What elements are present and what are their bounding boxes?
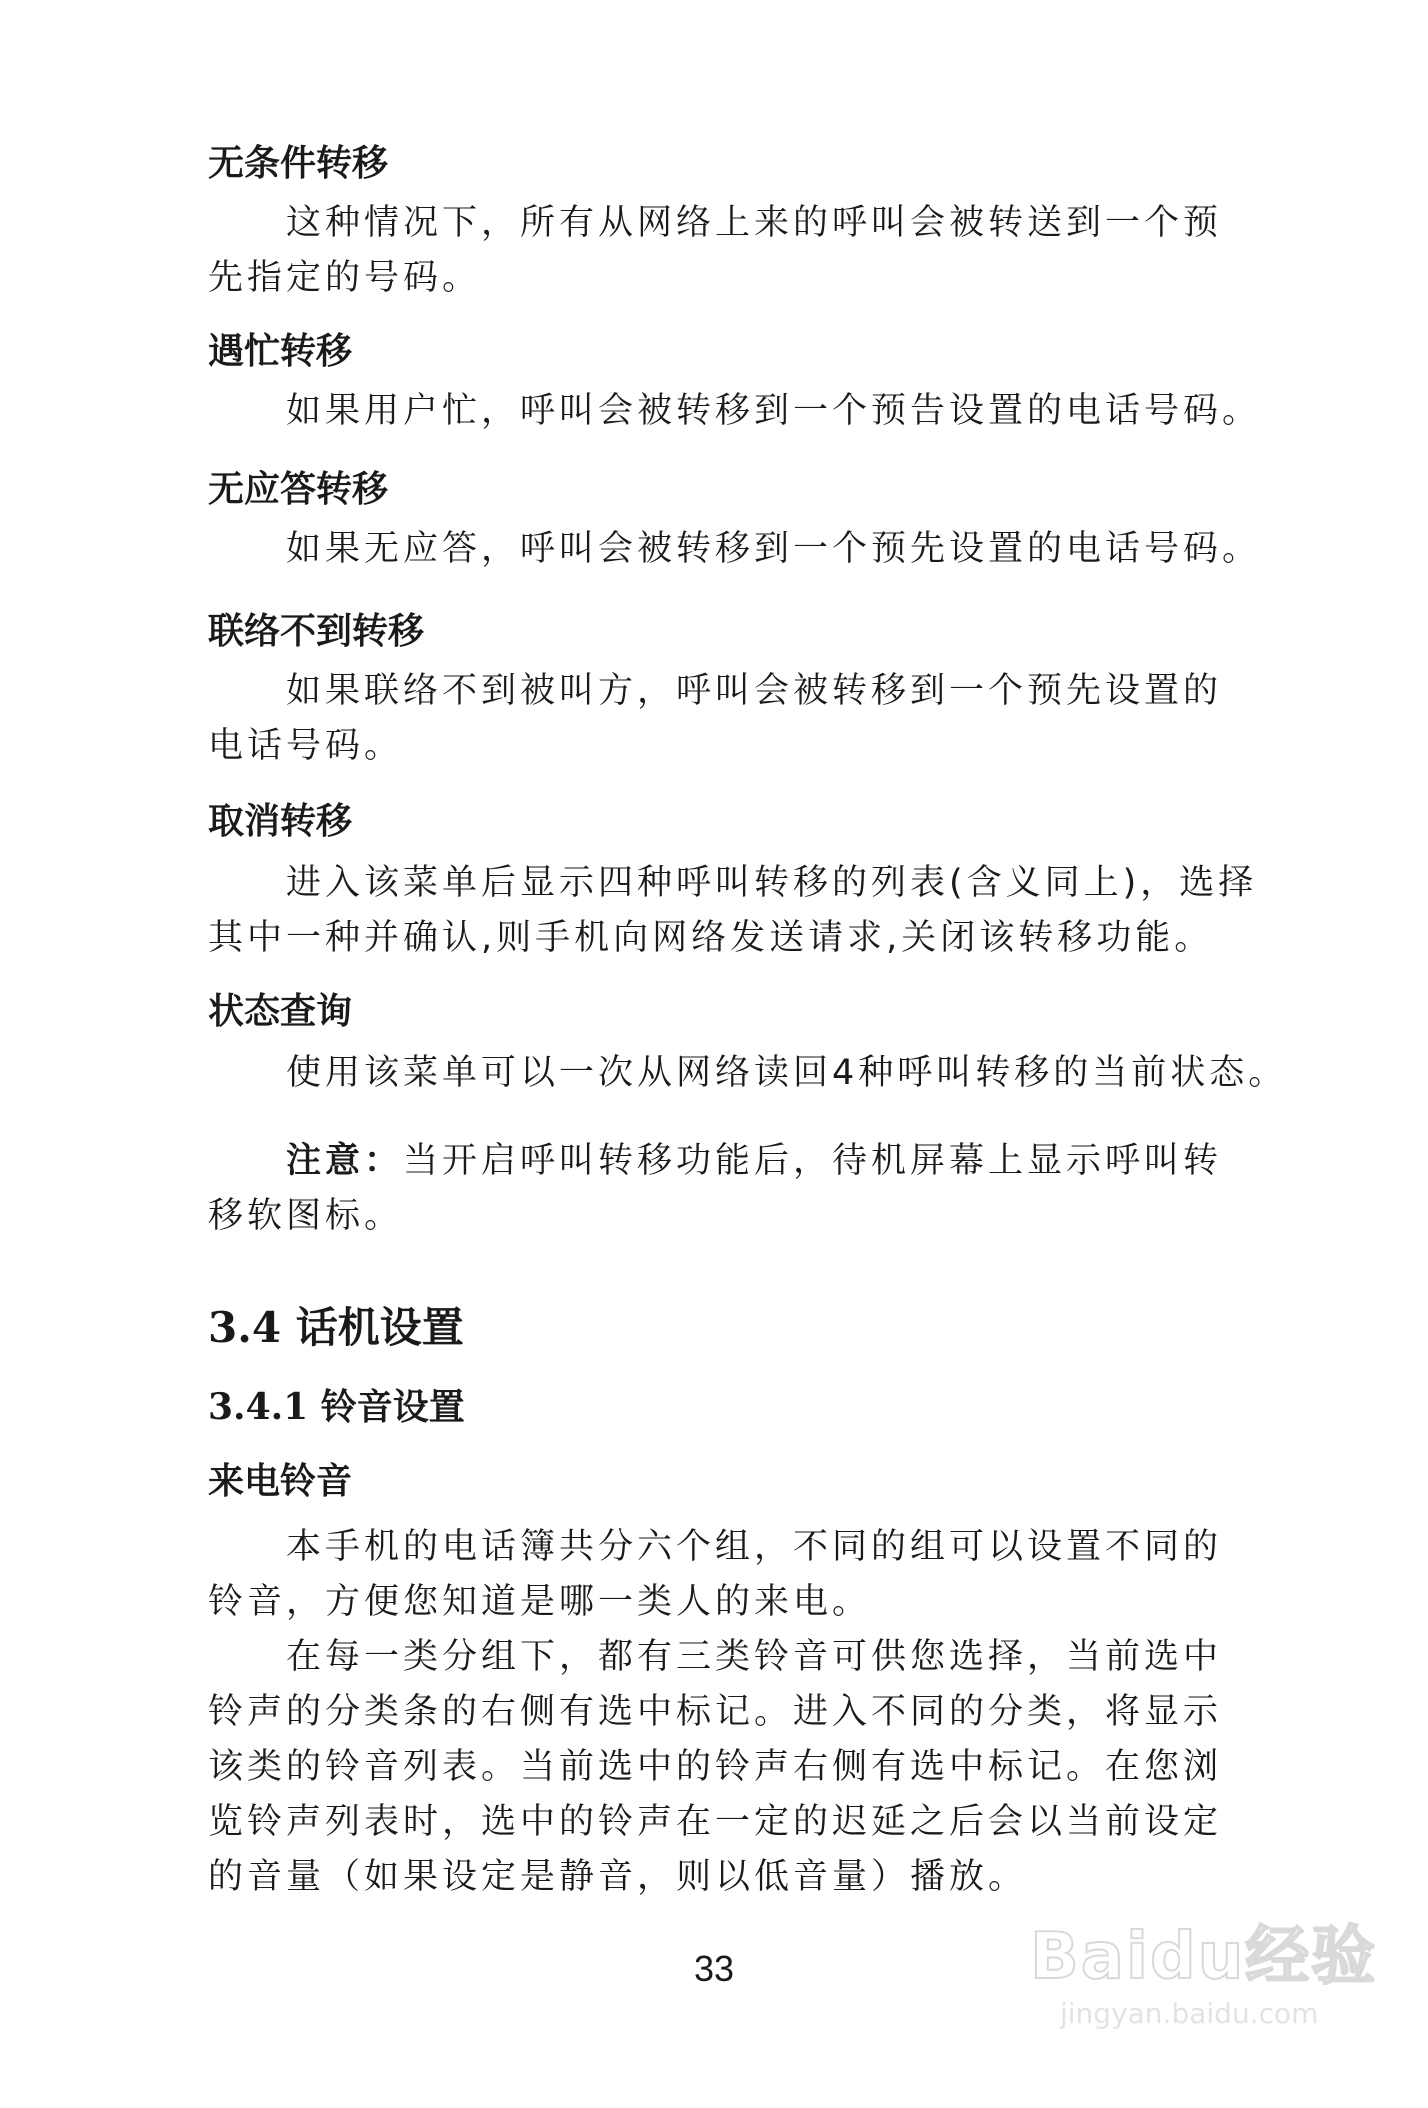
para-unconditional-forward: 这种情况下，所有从网络上来的呼叫会被转送到一个预先指定的号码。	[208, 203, 1223, 298]
watermark-url: jingyan.baidu.com	[1060, 1997, 1319, 2030]
heading-unconditional-forward: 无条件转移	[208, 143, 389, 184]
section-title-phone-settings: 3.4 话机设置	[208, 1303, 464, 1352]
para-status-query: 使用该菜单可以一次从网络读回4种呼叫转移的当前状态。	[286, 1053, 1288, 1093]
page-number: 33	[693, 1948, 735, 1989]
heading-unreachable-forward: 联络不到转移	[208, 611, 425, 652]
heading-no-answer-forward: 无应答转移	[208, 469, 389, 510]
subsection-title-ringtone-settings: 3.4.1 铃音设置	[208, 1386, 465, 1428]
heading-busy-forward: 遇忙转移	[208, 331, 353, 372]
para-no-answer-forward: 如果无应答，呼叫会被转移到一个预先设置的电话号码。	[286, 529, 1262, 569]
heading-incoming-ringtone: 来电铃音	[208, 1461, 353, 1502]
para-busy-forward: 如果用户忙，呼叫会被转移到一个预告设置的电话号码。	[286, 391, 1262, 431]
note-label: 注意：	[286, 1141, 404, 1181]
para-ringtone-selection: 在每一类分组下，都有三类铃音可供您选择，当前选中铃声的分类条的右侧有选中标记。进入不同的分类，将显示该类的铃音列表。当前选中的铃声右侧有选中标记。在您浏览铃声列表时，选中的铃声在一定的迟延之后会以当前设定的音量（如果设定是静音，则以低音量）播放。	[208, 1637, 1223, 1897]
note-text: 当开启呼叫转移功能后，待机屏幕上显示呼叫转移软图标。	[208, 1141, 1223, 1236]
note-paragraph	[208, 1134, 1258, 1244]
baidu-watermark	[1030, 1905, 1410, 2095]
heading-status-query: 状态查询	[208, 991, 353, 1032]
para-unreachable-forward: 如果联络不到被叫方，呼叫会被转移到一个预先设置的电话号码。	[208, 671, 1223, 766]
para-ringtone-groups: 本手机的电话簿共分六个组，不同的组可以设置不同的铃音，方便您知道是哪一类人的来电。	[208, 1527, 1223, 1622]
para-cancel-forward: 进入该菜单后显示四种呼叫转移的列表(含义同上)，选择其中一种并确认,则手机向网络发送请求,关闭该转移功能。	[208, 863, 1258, 958]
watermark-brand: Baidu经验	[1030, 1920, 1378, 1994]
heading-cancel-forward: 取消转移	[208, 801, 353, 842]
